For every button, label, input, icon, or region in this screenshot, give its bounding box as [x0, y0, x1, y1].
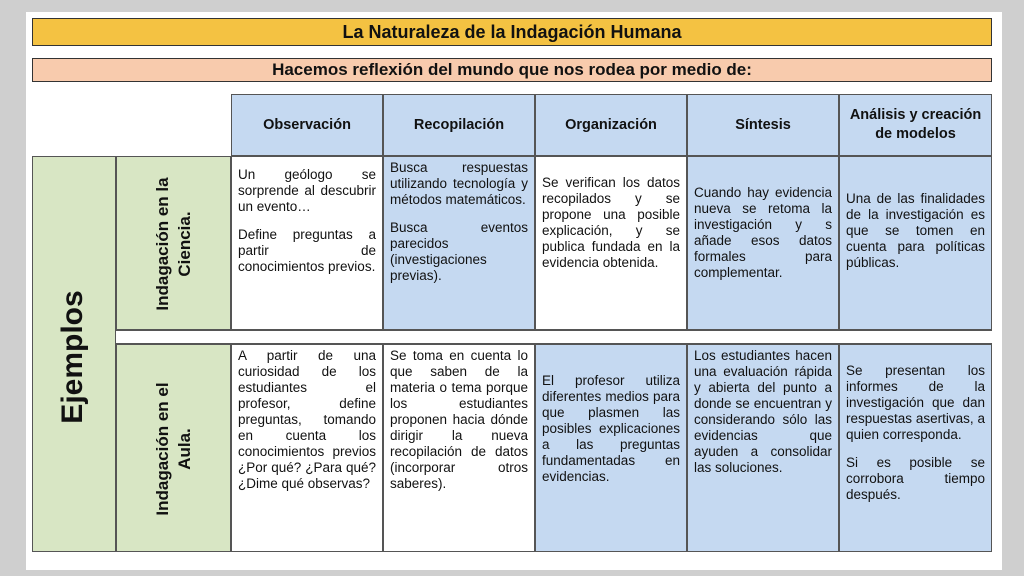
cell-ciencia-recopilacion	[383, 156, 535, 330]
cell-text: Si es posible se corrobora tiempo después.	[846, 455, 985, 502]
cell-aula-recopilacion	[383, 344, 535, 552]
row-label-aula	[116, 344, 231, 552]
cell-text: El profesor utiliza diferentes medios para que plasmen las posibles explicaciones a las preguntas fundamentadas en evidencias.	[542, 373, 680, 484]
column-header-recopilacion: Recopilación	[383, 94, 535, 156]
cell-aula-analisis	[839, 344, 992, 552]
row-label-aula-line1: Indagación en el	[153, 382, 172, 516]
side-label: Ejemplos	[56, 290, 89, 424]
row-label-aula-text	[152, 364, 198, 534]
cell-text: Los estudiantes hacen una evaluación rápida y abierta del punto a donde se encuentran y considerando sólo las evidencias que ayuden a consolidar las soluciones.	[694, 348, 832, 475]
row-divider	[116, 330, 992, 331]
cell-text: A partir de una curiosidad de los estudiantes el profesor, define preguntas, tomando en cuenta los conocimientos previos ¿Por qué? ¿Para qué? ¿Dime qué observas?	[238, 348, 376, 491]
side-label-cell	[32, 156, 116, 552]
row-label-ciencia-line1: Indagación en la	[153, 177, 172, 311]
cell-text: Cuando hay evidencia nueva se retoma la investigación y s añade esos datos formales para complementar.	[694, 185, 832, 280]
cell-text: Busca eventos parecidos (investigaciones previas).	[390, 220, 528, 283]
cell-text: Se verifican los datos recopilados y se propone una posible explicación, y se publica fundada en la evidencia obtenida.	[542, 175, 680, 270]
cell-ciencia-sintesis	[687, 156, 839, 330]
cell-ciencia-analisis	[839, 156, 992, 330]
page-subtitle: Hacemos reflexión del mundo que nos rodea por medio de:	[32, 58, 992, 82]
cell-text: Un geólogo se sorprende al descubrir un evento…	[238, 167, 376, 214]
cell-text: Define preguntas a partir de conocimientos previos.	[238, 227, 376, 274]
cell-ciencia-organizacion	[535, 156, 687, 330]
slide	[26, 12, 1002, 570]
column-header-analisis: Análisis y creación de modelos	[839, 94, 992, 156]
cell-text: Busca respuestas utilizando tecnología y métodos matemáticos.	[390, 160, 528, 207]
cell-aula-organizacion	[535, 344, 687, 552]
cell-text: Se presentan los informes de la investigación que dan respuestas asertivas, a quien corresponda.	[846, 363, 985, 442]
page-title: La Naturaleza de la Indagación Humana	[32, 18, 992, 46]
row-label-ciencia-line2: Ciencia.	[175, 211, 194, 277]
row-label-ciencia-text	[152, 159, 198, 329]
column-header-organizacion: Organización	[535, 94, 687, 156]
cell-aula-sintesis	[687, 344, 839, 552]
column-header-observacion: Observación	[231, 94, 383, 156]
cell-ciencia-observacion	[231, 156, 383, 330]
cell-text: Una de las finalidades de la investigación es que se tomen en cuenta para políticas públicas.	[846, 191, 985, 270]
column-header-sintesis: Síntesis	[687, 94, 839, 156]
row-label-ciencia	[116, 156, 231, 330]
cell-aula-observacion	[231, 344, 383, 552]
row-label-aula-line2: Aula.	[175, 428, 194, 470]
cell-text: Se toma en cuenta lo que saben de la materia o tema porque los estudiantes proponen hacia dónde dirigir la nueva recopilación de datos (incorporar otros saberes).	[390, 348, 528, 491]
